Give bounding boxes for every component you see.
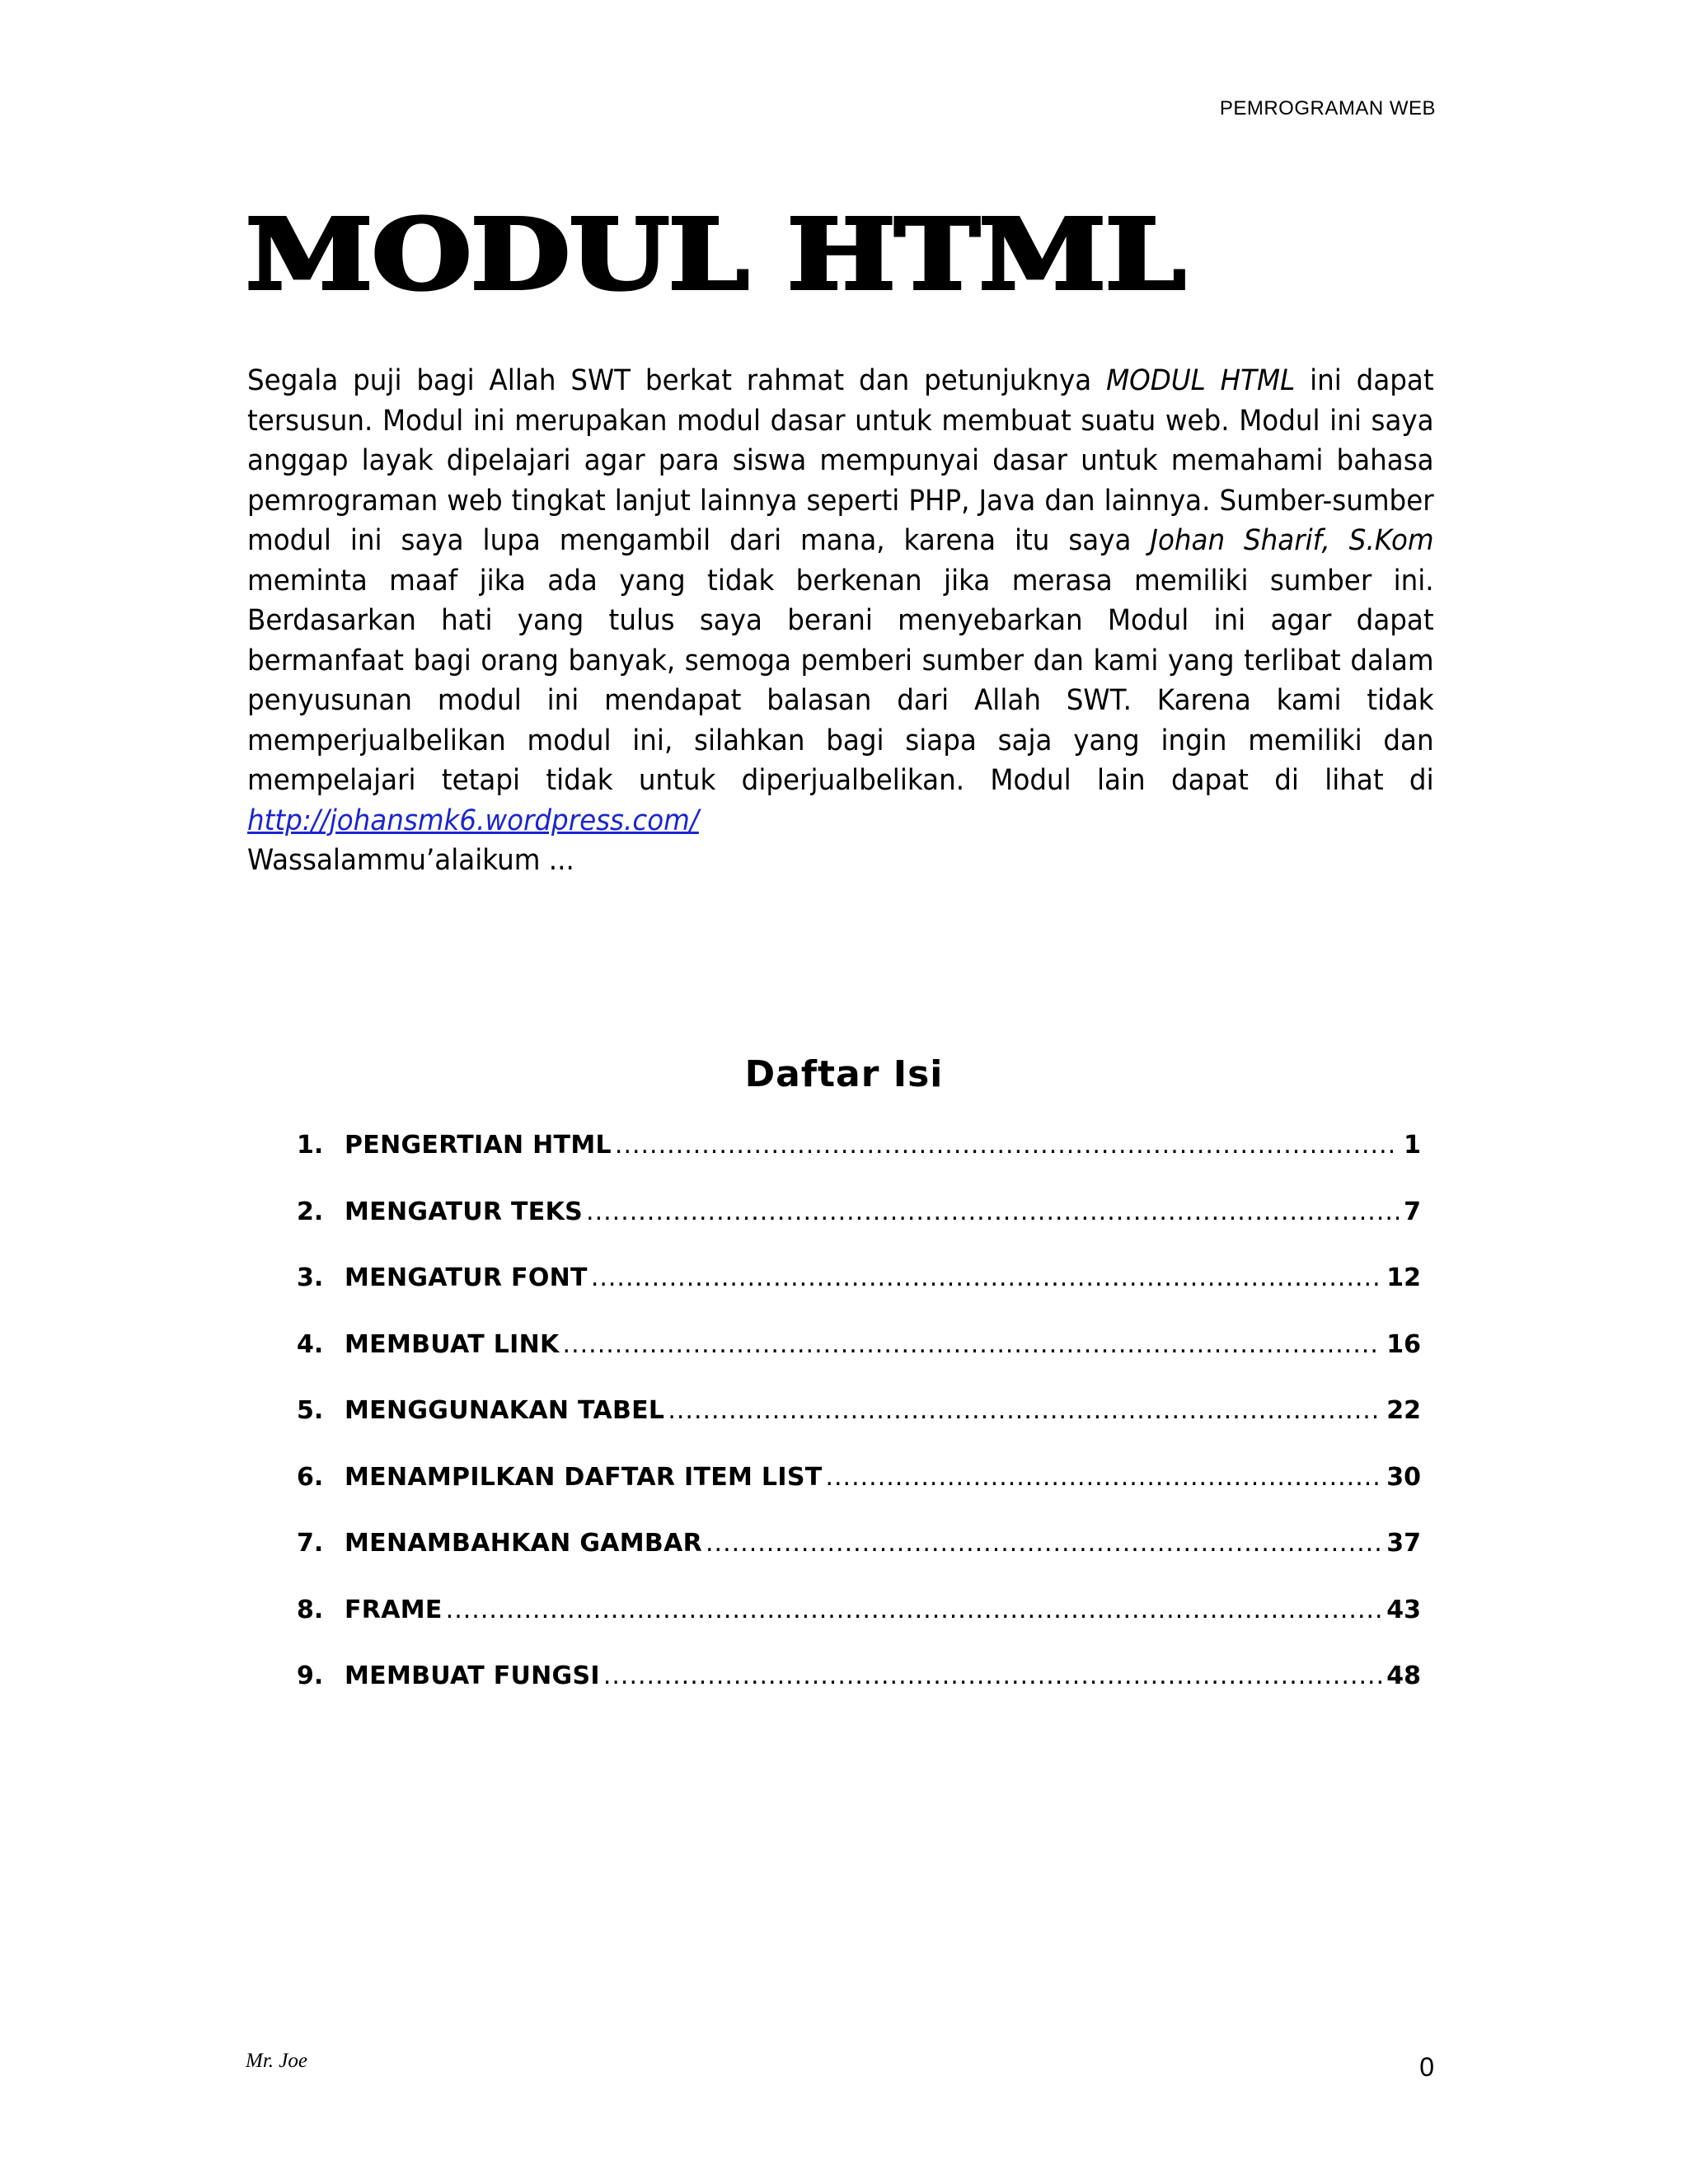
toc-item[interactable]: [297, 1396, 1421, 1463]
footer-page-number: 0: [1419, 2052, 1434, 2082]
toc-item[interactable]: [297, 1596, 1421, 1662]
toc-item[interactable]: [297, 1131, 1421, 1197]
toc-leader-dots: [603, 1661, 1381, 1690]
toc-leader-dots: [563, 1330, 1382, 1359]
toc-item-number: 7.: [297, 1529, 324, 1558]
toc-item[interactable]: [297, 1529, 1421, 1596]
toc-leader-dots: [446, 1596, 1382, 1624]
toc-leader-dots: [668, 1396, 1381, 1425]
toc-item-page: 43: [1386, 1595, 1421, 1624]
toc-item-number: 2.: [297, 1197, 324, 1226]
toc-item-page: 16: [1386, 1329, 1421, 1359]
toc-item-page: 12: [1386, 1263, 1421, 1292]
toc-leader-dots: [591, 1263, 1381, 1292]
intro-closing: Wassalammu’alaikum ...: [247, 844, 574, 877]
table-of-contents: [297, 1131, 1421, 1728]
toc-item-title: MENGGUNAKAN TABEL: [345, 1396, 665, 1425]
toc-item-title: MENAMPILKAN DAFTAR ITEM LIST: [345, 1462, 823, 1492]
toc-item-title: MENGATUR TEKS: [345, 1197, 584, 1226]
toc-item-number: 5.: [297, 1396, 324, 1425]
document-title: MODUL HTML: [246, 197, 1185, 312]
toc-item-number: 6.: [297, 1462, 324, 1492]
toc-item[interactable]: [297, 1661, 1421, 1728]
running-header: PEMROGRAMAN WEB: [1219, 97, 1436, 120]
toc-leader-dots: [586, 1197, 1399, 1226]
intro-text-2: ini dapat tersusun. Modul ini merupakan modul dasar untuk membuat suatu web. Modul ini saya anggap layak dipelajari agar para siswa mempunyai dasar untuk memahami bahasa pemrograman web tingkat lanjut lainnya seperti PHP, Java dan lainnya. Sumber-sumber modul ini saya lupa mengambil dari mana, karena itu saya: [247, 364, 1434, 557]
intro-italic-author: Johan Sharif, S.Kom: [1150, 524, 1434, 557]
toc-item-title: MENAMBAHKAN GAMBAR: [345, 1529, 703, 1558]
module-link[interactable]: http://johansmk6.wordpress.com/: [247, 804, 699, 837]
toc-leader-dots: [615, 1131, 1399, 1160]
toc-item-page: 7: [1404, 1197, 1421, 1226]
toc-item-title: PENGERTIAN HTML: [345, 1131, 612, 1160]
intro-paragraph: [247, 361, 1434, 881]
toc-item-page: 1: [1404, 1131, 1421, 1160]
toc-item-page: 37: [1386, 1529, 1421, 1558]
intro-text-1: Segala puji bagi Allah SWT berkat rahmat dan petunjuknya: [247, 364, 1107, 397]
toc-item-number: 1.: [297, 1131, 324, 1160]
toc-item[interactable]: [297, 1197, 1421, 1264]
toc-leader-dots: [825, 1463, 1381, 1492]
toc-item-page: 30: [1386, 1462, 1421, 1492]
intro-text-3: meminta maaf jika ada yang tidak berkenan jika merasa memiliki sumber ini. Berdasarkan hati yang tulus saya berani menyebarkan Modul ini agar dapat bermanfaat bagi orang banyak, semoga pemberi sumber dan kami yang terlibat dalam penyusunan modul ini mendapat balasan dari Allah SWT. Karena kami tidak memperjualbelikan modul ini, silahkan bagi siapa saja yang ingin memiliki dan mempelajari tetapi tidak untuk diperjualbelikan. Modul lain dapat di lihat di: [247, 564, 1434, 797]
toc-item-number: 3.: [297, 1263, 324, 1292]
toc-item-page: 22: [1386, 1396, 1421, 1425]
toc-item[interactable]: [297, 1263, 1421, 1330]
toc-item-page: 48: [1386, 1661, 1421, 1690]
toc-item-title: FRAME: [345, 1595, 443, 1624]
toc-item-number: 4.: [297, 1329, 324, 1359]
toc-item-number: 9.: [297, 1661, 324, 1690]
toc-leader-dots: [706, 1529, 1381, 1558]
toc-item-title: MEMBUAT LINK: [345, 1329, 560, 1359]
toc-heading: Daftar Isi: [744, 1053, 944, 1095]
toc-item-number: 8.: [297, 1595, 324, 1624]
toc-item[interactable]: [297, 1330, 1421, 1397]
toc-item-title: MEMBUAT FUNGSI: [345, 1661, 600, 1690]
footer-author: Mr. Joe: [246, 2050, 307, 2072]
intro-italic-module-name: MODUL HTML: [1106, 364, 1296, 397]
toc-item[interactable]: [297, 1463, 1421, 1530]
toc-item-title: MENGATUR FONT: [345, 1263, 588, 1292]
